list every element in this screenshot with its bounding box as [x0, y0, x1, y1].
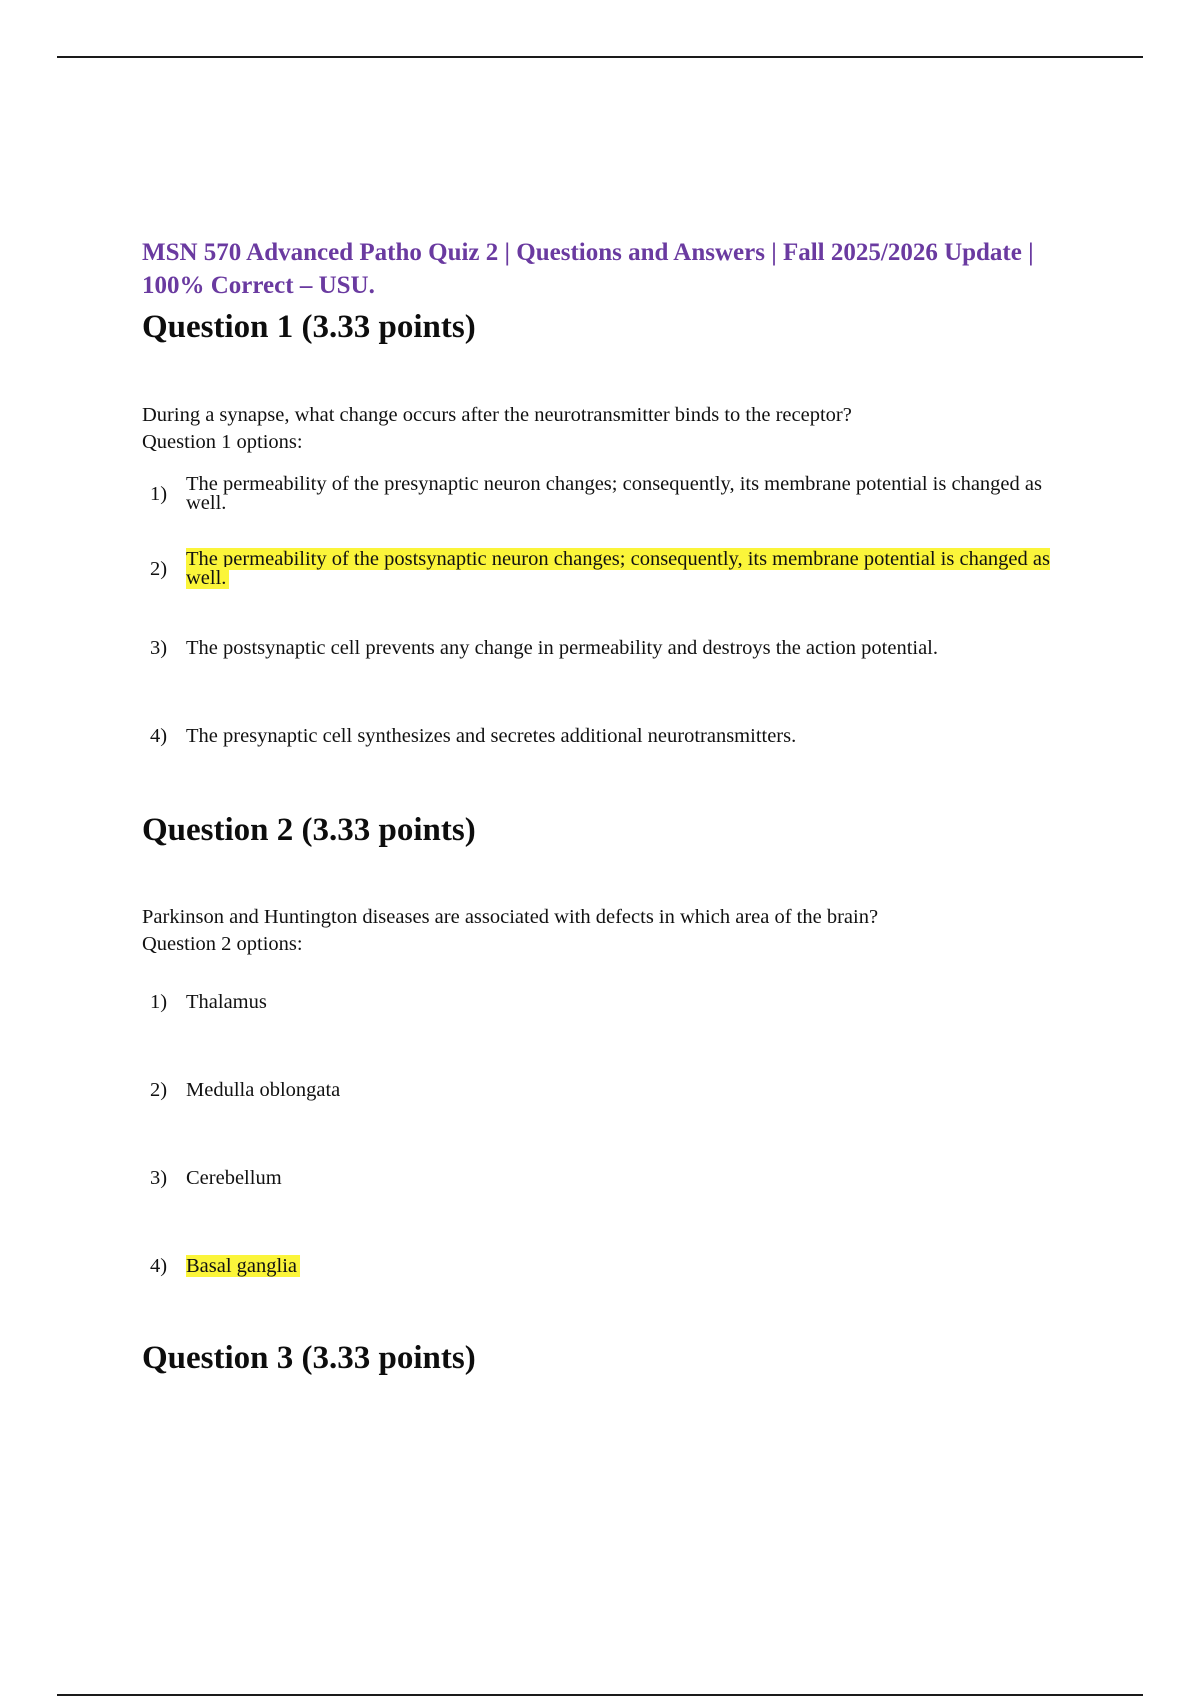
option-number: 3) — [150, 636, 168, 659]
option-number: 4) — [150, 1254, 168, 1277]
option-text: The presynaptic cell synthesizes and secretes additional neurotransmitters. — [186, 725, 797, 747]
document-title: MSN 570 Advanced Patho Quiz 2 | Questions and Answers | Fall 2025/2026 Update | 100% Correct – USU. — [142, 239, 1034, 299]
question-1-option-4 — [150, 724, 1070, 748]
question-1-option-1 — [150, 475, 1070, 513]
question-1-stem — [142, 402, 1102, 456]
option-text: Medulla oblongata — [186, 1079, 341, 1101]
top-rule — [57, 56, 1143, 58]
option-number: 3) — [150, 1166, 168, 1189]
question-2-heading: Question 2 (3.33 points) — [142, 812, 476, 848]
option-text-highlighted — [186, 550, 1070, 588]
question-2-text: Parkinson and Huntington diseases are associated with defects in which area of the brain? — [142, 906, 879, 928]
answer-highlight: The permeability of the postsynaptic neuron changes; consequently, its membrane potential is changed as well. — [186, 548, 1050, 589]
option-text: Thalamus — [186, 991, 267, 1013]
question-1-options-label: Question 1 options: — [142, 431, 303, 453]
option-number: 2) — [150, 1078, 168, 1101]
question-1-option-3 — [150, 636, 1070, 660]
option-text-highlighted — [186, 1254, 300, 1278]
question-2-option-3 — [150, 1166, 1070, 1190]
option-number: 1) — [150, 482, 168, 505]
question-1-text: During a synapse, what change occurs after the neurotransmitter binds to the receptor? — [142, 404, 852, 426]
option-text: Cerebellum — [186, 1167, 282, 1189]
option-number: 2) — [150, 557, 168, 580]
question-3-heading: Question 3 (3.33 points) — [142, 1340, 476, 1376]
answer-highlight: Basal ganglia — [186, 1255, 300, 1277]
question-1-option-2-correct — [150, 550, 1070, 588]
question-2-option-2 — [150, 1078, 1070, 1102]
question-2-options-label: Question 2 options: — [142, 933, 303, 955]
option-text: The postsynaptic cell prevents any change in permeability and destroys the action potential. — [186, 637, 939, 659]
question-2-option-1 — [150, 990, 1070, 1014]
option-number: 1) — [150, 990, 168, 1013]
bottom-rule — [57, 1694, 1143, 1696]
question-2-stem — [142, 904, 1102, 958]
question-1-heading: Question 1 (3.33 points) — [142, 309, 476, 345]
option-number: 4) — [150, 724, 168, 747]
option-text: The permeability of the presynaptic neuron changes; consequently, its membrane potential is changed as well. — [186, 473, 1042, 514]
question-2-option-4-correct — [150, 1254, 1070, 1278]
